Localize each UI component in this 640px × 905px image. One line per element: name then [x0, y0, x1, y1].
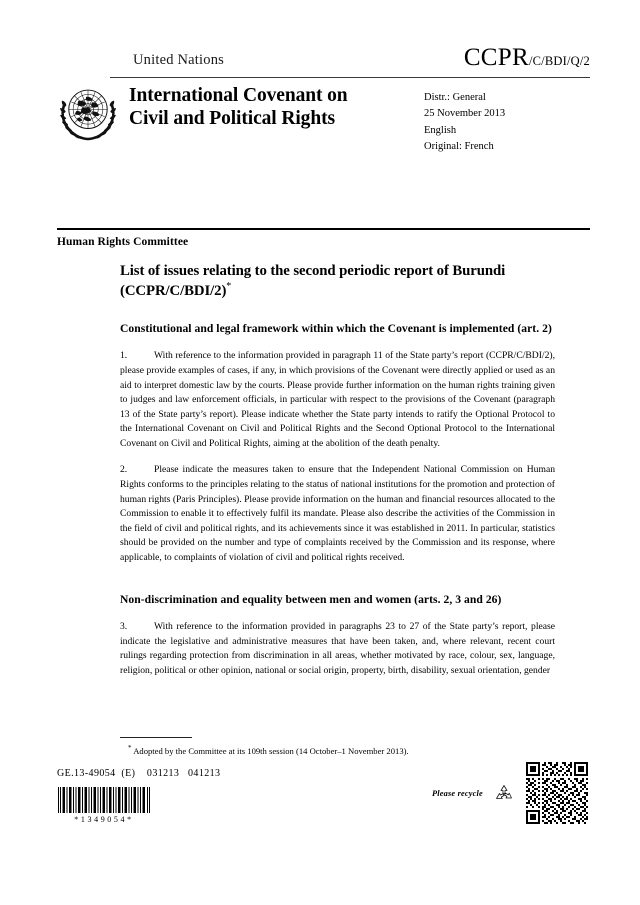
treaty-title-line2: Civil and Political Rights: [129, 108, 335, 129]
section-heading-constitutional: Constitutional and legal framework within which the Covenant is implemented (art. 2): [120, 321, 552, 335]
page-title: [120, 262, 555, 301]
barcode: [57, 787, 151, 813]
treaty-title: [129, 84, 419, 130]
paragraph-2-number: 2.: [120, 464, 128, 476]
treaty-title-line1: International Covenant on: [129, 85, 348, 106]
paragraph-3: [120, 620, 555, 678]
title-footnote-marker: *: [226, 280, 232, 292]
organization-name: United Nations: [133, 52, 224, 68]
footnote-divider: [120, 737, 192, 738]
paragraph-1-number: 1.: [120, 350, 128, 362]
document-symbol-main: CCPR: [463, 44, 529, 71]
document-date: 25 November 2013: [424, 108, 506, 120]
page-title-text: List of issues relating to the second periodic report of Burundi (CCPR/C/BDI/2): [120, 263, 506, 299]
masthead: [0, 0, 640, 160]
footnote: [128, 744, 409, 757]
un-emblem: [57, 82, 119, 144]
document-language: English: [424, 124, 457, 136]
recycle-label: Please recycle: [432, 789, 483, 798]
footnote-text: Adopted by the Committee at its 109th session (14 October–1 November 2013).: [133, 745, 409, 756]
distribution-block: [424, 90, 505, 155]
distribution-type: Distr.: General: [424, 92, 486, 103]
paragraph-2: [120, 463, 555, 565]
qr-code: [524, 760, 590, 826]
paragraph-1-text: With reference to the information provided in paragraph 11 of the State party’s report (CCPR/C/BDI/2), please provide examples of cases, if any, in which provisions of the Covenant were directly applied or used as an aid to interpret domestic law by the courts. Please provide further information on the human rights training given to judges and law enforcement officials, in particular with respect to the provisions of the Covenant (paragraph 13 of the State party’s report). Please indicate whether the State party intends to ratify the Optional Protocol to the International Covenant on Civil and Political Rights and the Second Optional Protocol to the International Covenant on Civil and Political Rights, aiming at the abolition of the death penalty.: [120, 350, 555, 449]
paragraph-3-number: 3.: [120, 621, 128, 633]
section-divider: [57, 228, 590, 230]
document-original-language: Original: French: [424, 140, 494, 152]
committee-name: Human Rights Committee: [57, 236, 189, 248]
job-number: GE.13-49054 (E) 031213 041213: [57, 768, 221, 779]
masthead-divider: [110, 77, 590, 78]
document-body: [120, 262, 555, 690]
paragraph-1: [120, 349, 555, 451]
footnote-marker: *: [128, 744, 132, 752]
document-symbol-suffix: /C/BDI/Q/2: [528, 54, 590, 68]
document-symbol: [464, 44, 590, 72]
recycle-icon: [494, 784, 514, 802]
section-heading-non-discrimination: Non-discrimination and equality between men and women (arts. 2, 3 and 26): [120, 592, 502, 606]
paragraph-3-text: With reference to the information provided in paragraphs 23 to 27 of the State party’s report, please indicate the legislative and administrative measures that have been taken, and, where relevant, recent court rulings regarding protection from discrimination in all areas, whether motivated by race, colour, sex, language, religion, political or other opinion, national or social origin, property, birth, disability, sexual orientation, gender: [120, 621, 555, 676]
paragraph-2-text: Please indicate the measures taken to ensure that the Independent National Commission on Human Rights conforms to the principles relating to the status of national institutions for the promotion and protection of human rights (Paris Principles). Please provide information on the human and financial resources allocated to the Commission to enable it to effectively fulfil its mandate. Please also describe the activities of the Commission in the field of civil and political rights, and its achievements since it was established in 2011. In particular, statistics should be provided on the number and type of complaints received by the Commission and its response, where applicable, to complaints of violation of civil and political rights received.: [120, 464, 555, 563]
barcode-number: *1349054*: [74, 815, 134, 824]
